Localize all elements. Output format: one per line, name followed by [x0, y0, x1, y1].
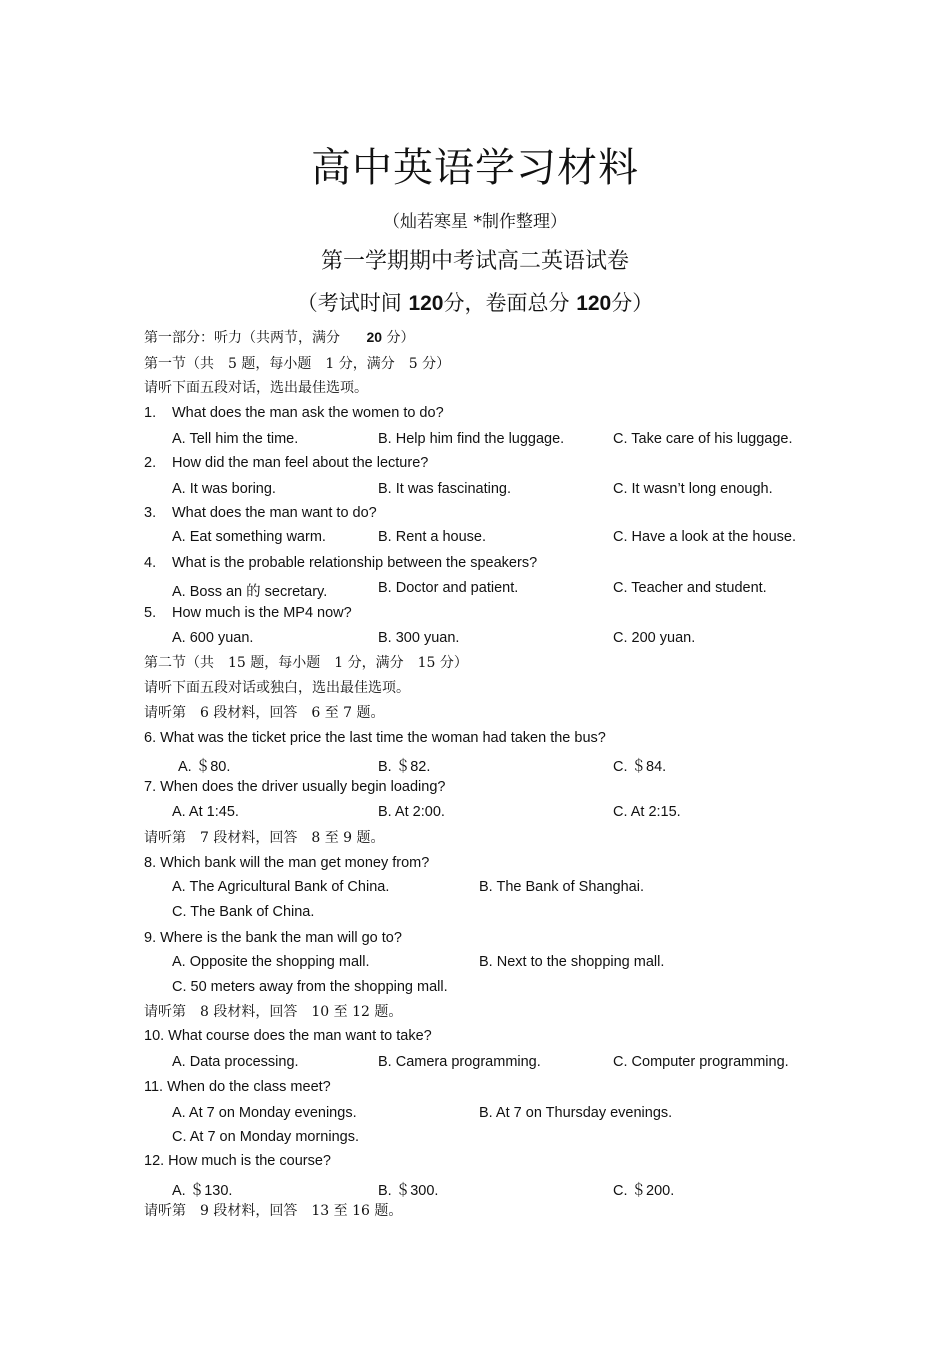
question-2-text: How did the man feel about the lecture?: [172, 455, 429, 471]
question-3-option-a: A. Eat something warm.: [172, 529, 326, 545]
question-9-text: 9. Where is the bank the man will go to?: [144, 930, 402, 946]
passage-6-instruction: 请听第 6 段材料，回答 6 至 7 题。: [144, 705, 385, 721]
exam-title: 第一学期期中考试高二英语试卷: [320, 249, 629, 274]
question-7-option-c: C. At 2:15.: [613, 804, 681, 820]
question-4-text: What is the probable relationship between the speakers?: [172, 555, 538, 571]
question-9-option-a: A. Opposite the shopping mall.: [172, 954, 370, 970]
passage-7-instruction: 请听第 7 段材料，回答 8 至 9 题。: [144, 830, 385, 846]
exam-score-value: 120: [576, 292, 612, 315]
exam-time-value: 120: [408, 292, 444, 315]
question-7-option-b: B. At 2:00.: [378, 804, 445, 820]
question-10-text: 10. What course does the man want to take?: [144, 1028, 432, 1044]
question-11-option-b: B. At 7 on Thursday evenings.: [479, 1105, 673, 1121]
question-9-option-b: B. Next to the shopping mall.: [479, 954, 665, 970]
question-5-option-b: B. 300 yuan.: [378, 630, 460, 646]
exam-info: [0, 287, 950, 317]
section1-heading: 第一节（共 5 题，每小题 1 分，满分 5 分）: [144, 356, 451, 372]
question-4-number: 4.: [144, 555, 157, 571]
question-1-number: 1.: [144, 405, 157, 421]
part1-heading-prefix: 第一部分：听力（共两节，满分: [144, 330, 340, 346]
page-title: 高中英语学习材料: [311, 145, 639, 191]
question-3-option-b: B. Rent a house.: [378, 529, 487, 545]
passage-9-instruction: 请听第 9 段材料，回答 13 至 16 题。: [144, 1203, 403, 1219]
question-2-option-b: B. It was fascinating.: [378, 481, 511, 497]
question-4-option-b: B. Doctor and patient.: [378, 580, 519, 596]
question-8-option-c: C. The Bank of China.: [172, 904, 315, 920]
part1-heading-value: 20: [366, 329, 383, 345]
page-subtitle: （灿若寒星 *制作整理）: [383, 212, 567, 232]
question-11-option-c: C. At 7 on Monday mornings.: [172, 1129, 359, 1145]
question-6-text: 6. What was the ticket price the last time the woman had taken the bus?: [144, 730, 606, 746]
question-12-option-b: B. ＄300.: [378, 1183, 439, 1199]
question-2-number: 2.: [144, 455, 157, 471]
question-12-text: 12. How much is the course?: [144, 1153, 331, 1169]
section2-heading: 第二节（共 15 题，每小题 1 分，满分 15 分）: [144, 655, 468, 671]
question-10-option-a: A. Data processing.: [172, 1054, 299, 1070]
question-4-option-c: C. Teacher and student.: [613, 580, 767, 596]
question-6-option-b: B. ＄82.: [378, 759, 431, 775]
passage-8-instruction: 请听第 8 段材料，回答 10 至 12 题。: [144, 1004, 403, 1020]
question-3-number: 3.: [144, 505, 157, 521]
question-3-text: What does the man want to do?: [172, 505, 377, 521]
exam-info-prefix: （考试时间: [296, 291, 402, 315]
part1-heading-suffix: 分）: [386, 330, 415, 346]
part1-heading: [144, 327, 414, 347]
question-8-text: 8. Which bank will the man get money from?: [144, 855, 430, 871]
question-3-option-c: C. Have a look at the house.: [613, 529, 796, 545]
question-8-option-a: A. The Agricultural Bank of China.: [172, 879, 390, 895]
question-1-option-a: A. Tell him the time.: [172, 431, 299, 447]
question-12-option-c: C. ＄200.: [613, 1183, 675, 1199]
question-5-number: 5.: [144, 605, 157, 621]
question-5-option-c: C. 200 yuan.: [613, 630, 696, 646]
question-5-text: How much is the MP4 now?: [172, 605, 352, 621]
question-1-option-c: C. Take care of his luggage.: [613, 431, 793, 447]
question-1-option-b: B. Help him find the luggage.: [378, 431, 565, 447]
question-7-option-a: A. At 1:45.: [172, 804, 239, 820]
question-10-option-b: B. Camera programming.: [378, 1054, 541, 1070]
section1-instruction: 请听下面五段对话，选出最佳选项。: [144, 380, 368, 396]
exam-info-mid: 分，卷面总分: [443, 291, 570, 315]
question-4-option-a: A. Boss an 的 secretary.: [172, 584, 328, 600]
question-9-option-c: C. 50 meters away from the shopping mall.: [172, 979, 448, 995]
question-5-option-a: A. 600 yuan.: [172, 630, 254, 646]
question-10-option-c: C. Computer programming.: [613, 1054, 789, 1070]
exam-info-suffix: 分）: [611, 291, 654, 315]
question-1-text: What does the man ask the women to do?: [172, 405, 444, 421]
question-6-option-c: C. ＄84.: [613, 759, 667, 775]
question-2-option-a: A. It was boring.: [172, 481, 276, 497]
question-7-text: 7. When does the driver usually begin loading?: [144, 779, 446, 795]
question-2-option-c: C. It wasn’t long enough.: [613, 481, 773, 497]
section2-instruction: 请听下面五段对话或独白，选出最佳选项。: [144, 680, 410, 696]
question-11-option-a: A. At 7 on Monday evenings.: [172, 1105, 357, 1121]
question-8-option-b: B. The Bank of Shanghai.: [479, 879, 644, 895]
question-12-option-a: A. ＄130.: [172, 1183, 233, 1199]
question-11-text: 11. When do the class meet?: [144, 1079, 331, 1095]
question-6-option-a: A. ＄80.: [178, 759, 231, 775]
